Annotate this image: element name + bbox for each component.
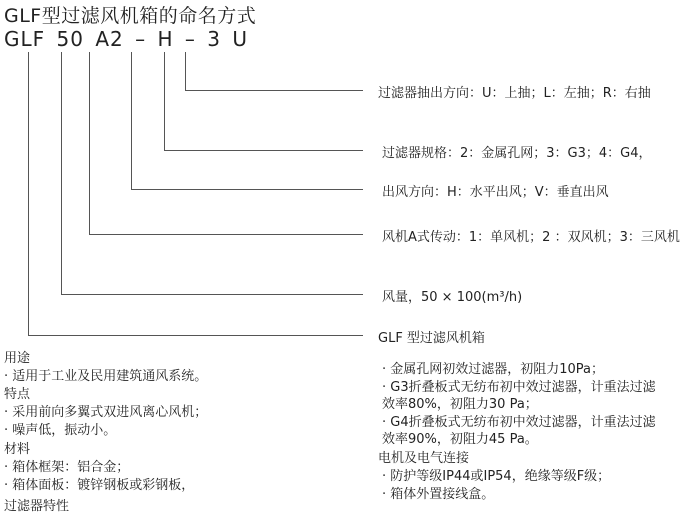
code-dash-1: – [135, 27, 147, 51]
connector-a2-vertical [89, 52, 90, 234]
label-filter-direction: 过滤器抽出方向：U：上抽；L：左抽；R：右抽 [378, 86, 651, 101]
connector-50-horizontal [61, 294, 363, 295]
label-fan-drive: 风机A式传动：1：单风机；2 ：双风机；3：三风机 [382, 230, 680, 245]
material-item: · 箱体面板：镀锌钢板或彩钢板， [4, 478, 195, 493]
filter-item: · G3折叠板式无纺布初中效过滤器，计重法过滤 [382, 380, 656, 395]
model-code [4, 27, 252, 51]
code-filter: 3 [207, 27, 221, 51]
connector-glf-horizontal [28, 335, 363, 336]
connector-3-horizontal [164, 150, 363, 151]
connector-u-vertical [185, 52, 186, 90]
motor-item: · 防护等级IP44或IP54，绝缘等级F级； [382, 469, 611, 484]
connector-h-horizontal [131, 189, 363, 190]
material-title: 材料 [4, 442, 31, 457]
code-dash-2: – [184, 27, 196, 51]
label-outlet-direction: 出风方向：H：水平出风；V：垂直出风 [382, 185, 609, 200]
label-product: GLF 型过滤风机箱 [378, 331, 485, 346]
label-filter-spec: 过滤器规格：2：金属孔网；3：G3；4：G4， [382, 146, 652, 161]
features-item: · 噪声低，振动小。 [4, 423, 117, 438]
connector-glf-vertical [28, 52, 29, 335]
filter-item: 效率80%，初阻力30 Pa； [382, 397, 538, 412]
code-direction: U [232, 27, 248, 51]
code-drive: A2 [95, 27, 124, 51]
usage-title: 用途 [4, 351, 31, 366]
filter-item: · G4折叠板式无纺布初中效过滤器，计重法过滤 [382, 415, 656, 430]
connector-a2-horizontal [89, 234, 363, 235]
usage-item: · 适用于工业及民用建筑通风系统。 [4, 369, 208, 384]
motor-item: · 箱体外置接线盒。 [382, 487, 495, 502]
connector-50-vertical [61, 52, 62, 294]
code-outlet: H [157, 27, 174, 51]
motor-title: 电机及电气连接 [378, 451, 470, 466]
features-item: · 采用前向多翼式双进风离心风机； [4, 405, 208, 420]
filter-item: · 金属孔网初效过滤器，初阻力10Pa； [382, 362, 605, 377]
connector-h-vertical [131, 52, 132, 189]
label-airflow: 风量，50 × 100(m³/h) [382, 290, 523, 305]
filter-item: 效率90%，初阻力45 Pa。 [382, 432, 538, 447]
material-item: · 箱体框架：铝合金； [4, 460, 130, 475]
code-airflow: 50 [56, 27, 84, 51]
page-title: GLF型过滤风机箱的命名方式 [4, 5, 257, 27]
filter-title: 过滤器特性 [4, 499, 70, 514]
code-series: GLF [4, 27, 46, 51]
features-title: 特点 [4, 387, 31, 402]
connector-3-vertical [164, 52, 165, 150]
connector-u-horizontal [185, 90, 363, 91]
